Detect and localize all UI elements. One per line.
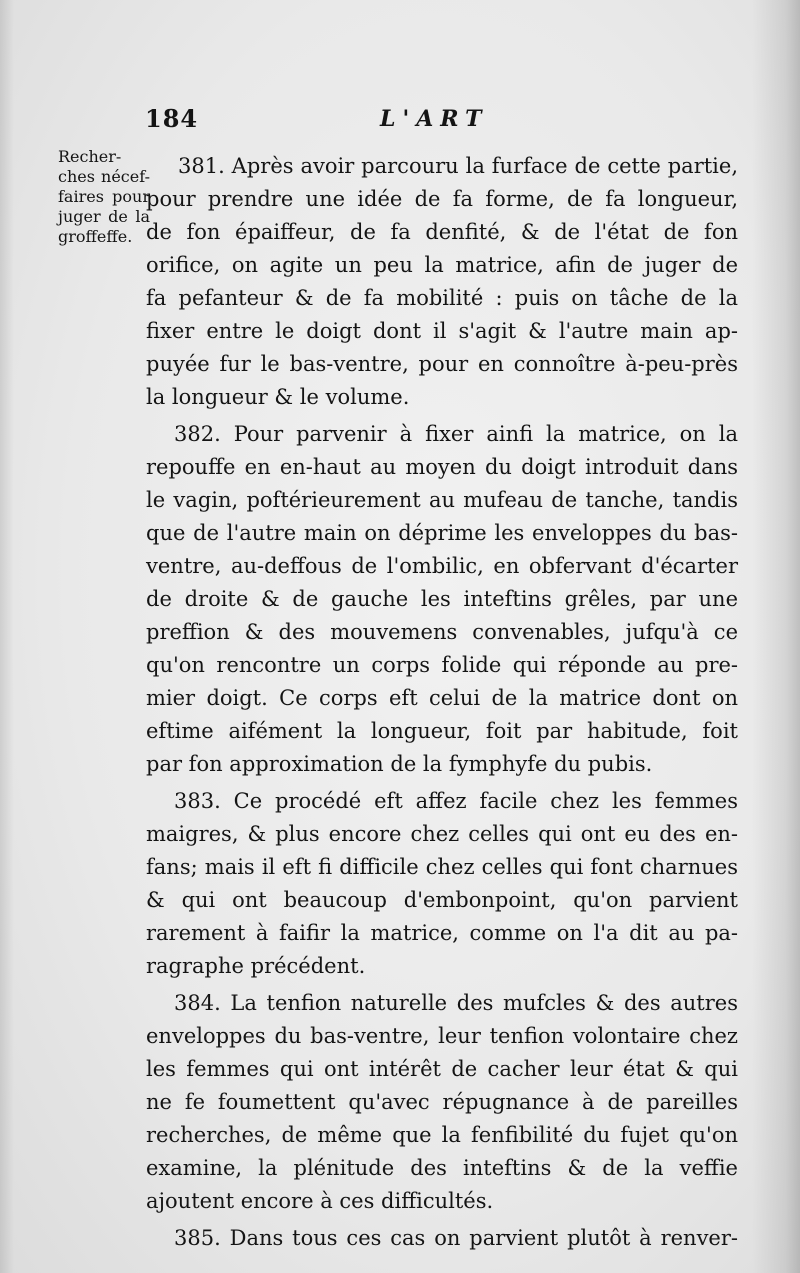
text-line: maigres, & plus encore chez celles qui ont eu des en- bbox=[146, 822, 738, 846]
text-line: & qui ont beaucoup d'embonpoint, qu'on parvient bbox=[146, 888, 738, 912]
text-line: ragraphe précédent. bbox=[146, 954, 366, 978]
text-line: fa pefanteur & de fa mobilité : puis on tâche de la bbox=[146, 286, 738, 310]
text-line: fixer entre le doigt dont il s'agit & l'autre main ap- bbox=[146, 319, 738, 343]
text-line: ventre, au-deffous de l'ombilic, en obfervant d'écarter bbox=[146, 554, 738, 578]
text-line: repouffe en en-haut au moyen du doigt introduit dans bbox=[146, 455, 738, 479]
page-gutter-shadow bbox=[0, 0, 14, 1273]
margin-note-line: groffeffe. bbox=[58, 227, 133, 246]
text-line: 381. Après avoir parcouru la furface de cette partie, bbox=[178, 154, 738, 178]
margin-note-line: Recher- bbox=[58, 147, 122, 166]
text-line: fans; mais il eft fi difficile chez celles qui font charnues bbox=[146, 855, 738, 879]
text-line: puyée fur le bas-ventre, pour en connoître à-peu-près bbox=[146, 352, 738, 376]
page-number: 184 bbox=[145, 104, 199, 133]
text-line: qu'on rencontre un corps folide qui réponde au pre- bbox=[146, 653, 738, 677]
text-line: examine, la plénitude des inteftins & de la veffie bbox=[146, 1156, 738, 1180]
text-line: la longueur & le volume. bbox=[146, 385, 410, 409]
margin-note-line: ches nécef- bbox=[58, 167, 150, 186]
body-text bbox=[146, 150, 738, 1255]
text-line: 384. La tenfion naturelle des mufcles & des autres bbox=[174, 991, 738, 1015]
text-line: mier doigt. Ce corps eft celui de la matrice dont on bbox=[146, 686, 738, 710]
text-line: preffion & des mouvemens convenables, jufqu'à ce bbox=[146, 620, 738, 644]
page-header bbox=[145, 104, 745, 138]
text-line: de fon épaiffeur, de fa denfité, & de l'état de fon bbox=[146, 220, 738, 244]
text-line: pour prendre une idée de fa forme, de fa longueur, bbox=[146, 187, 738, 211]
paragraph-385 bbox=[146, 1222, 738, 1255]
margin-note-line: juger de la bbox=[58, 207, 150, 226]
text-line: recherches, de même que la fenfibilité du fujet qu'on bbox=[146, 1123, 738, 1147]
text-line: 385. Dans tous ces cas on parvient plutôt à renver- bbox=[174, 1226, 738, 1250]
paragraph-384 bbox=[146, 987, 738, 1218]
text-line: par fon approximation de la fymphyfe du pubis. bbox=[146, 752, 653, 776]
text-line: les femmes qui ont intérêt de cacher leur état & qui bbox=[146, 1057, 738, 1081]
margin-note bbox=[58, 147, 150, 247]
text-line: ajoutent encore à ces difficultés. bbox=[146, 1189, 494, 1213]
paragraph-381 bbox=[146, 150, 738, 414]
text-line: 383. Ce procédé eft affez facile chez les femmes bbox=[174, 789, 738, 813]
text-line: orifice, on agite un peu la matrice, afin de juger de bbox=[146, 253, 738, 277]
paragraph-382 bbox=[146, 418, 738, 781]
text-line: que de l'autre main on déprime les enveloppes du bas- bbox=[146, 521, 738, 545]
text-line: le vagin, poftérieurement au mufeau de tanche, tandis bbox=[146, 488, 738, 512]
text-line: eftime aifément la longueur, foit par habitude, foit bbox=[146, 719, 738, 743]
text-line: ne fe foumettent qu'avec répugnance à de pareilles bbox=[146, 1090, 738, 1114]
text-line: rarement à faifir la matrice, comme on l'a dit au pa- bbox=[146, 921, 738, 945]
margin-note-line: faires pour bbox=[58, 187, 150, 206]
text-line: de droite & de gauche les inteftins grêles, par une bbox=[146, 587, 738, 611]
running-head: L'ART bbox=[380, 106, 489, 132]
page-edge-shadow bbox=[752, 0, 800, 1273]
text-line: 382. Pour parvenir à fixer ainfi la matrice, on la bbox=[174, 422, 738, 446]
text-line: enveloppes du bas-ventre, leur tenfion volontaire chez bbox=[146, 1024, 738, 1048]
paragraph-383 bbox=[146, 785, 738, 983]
